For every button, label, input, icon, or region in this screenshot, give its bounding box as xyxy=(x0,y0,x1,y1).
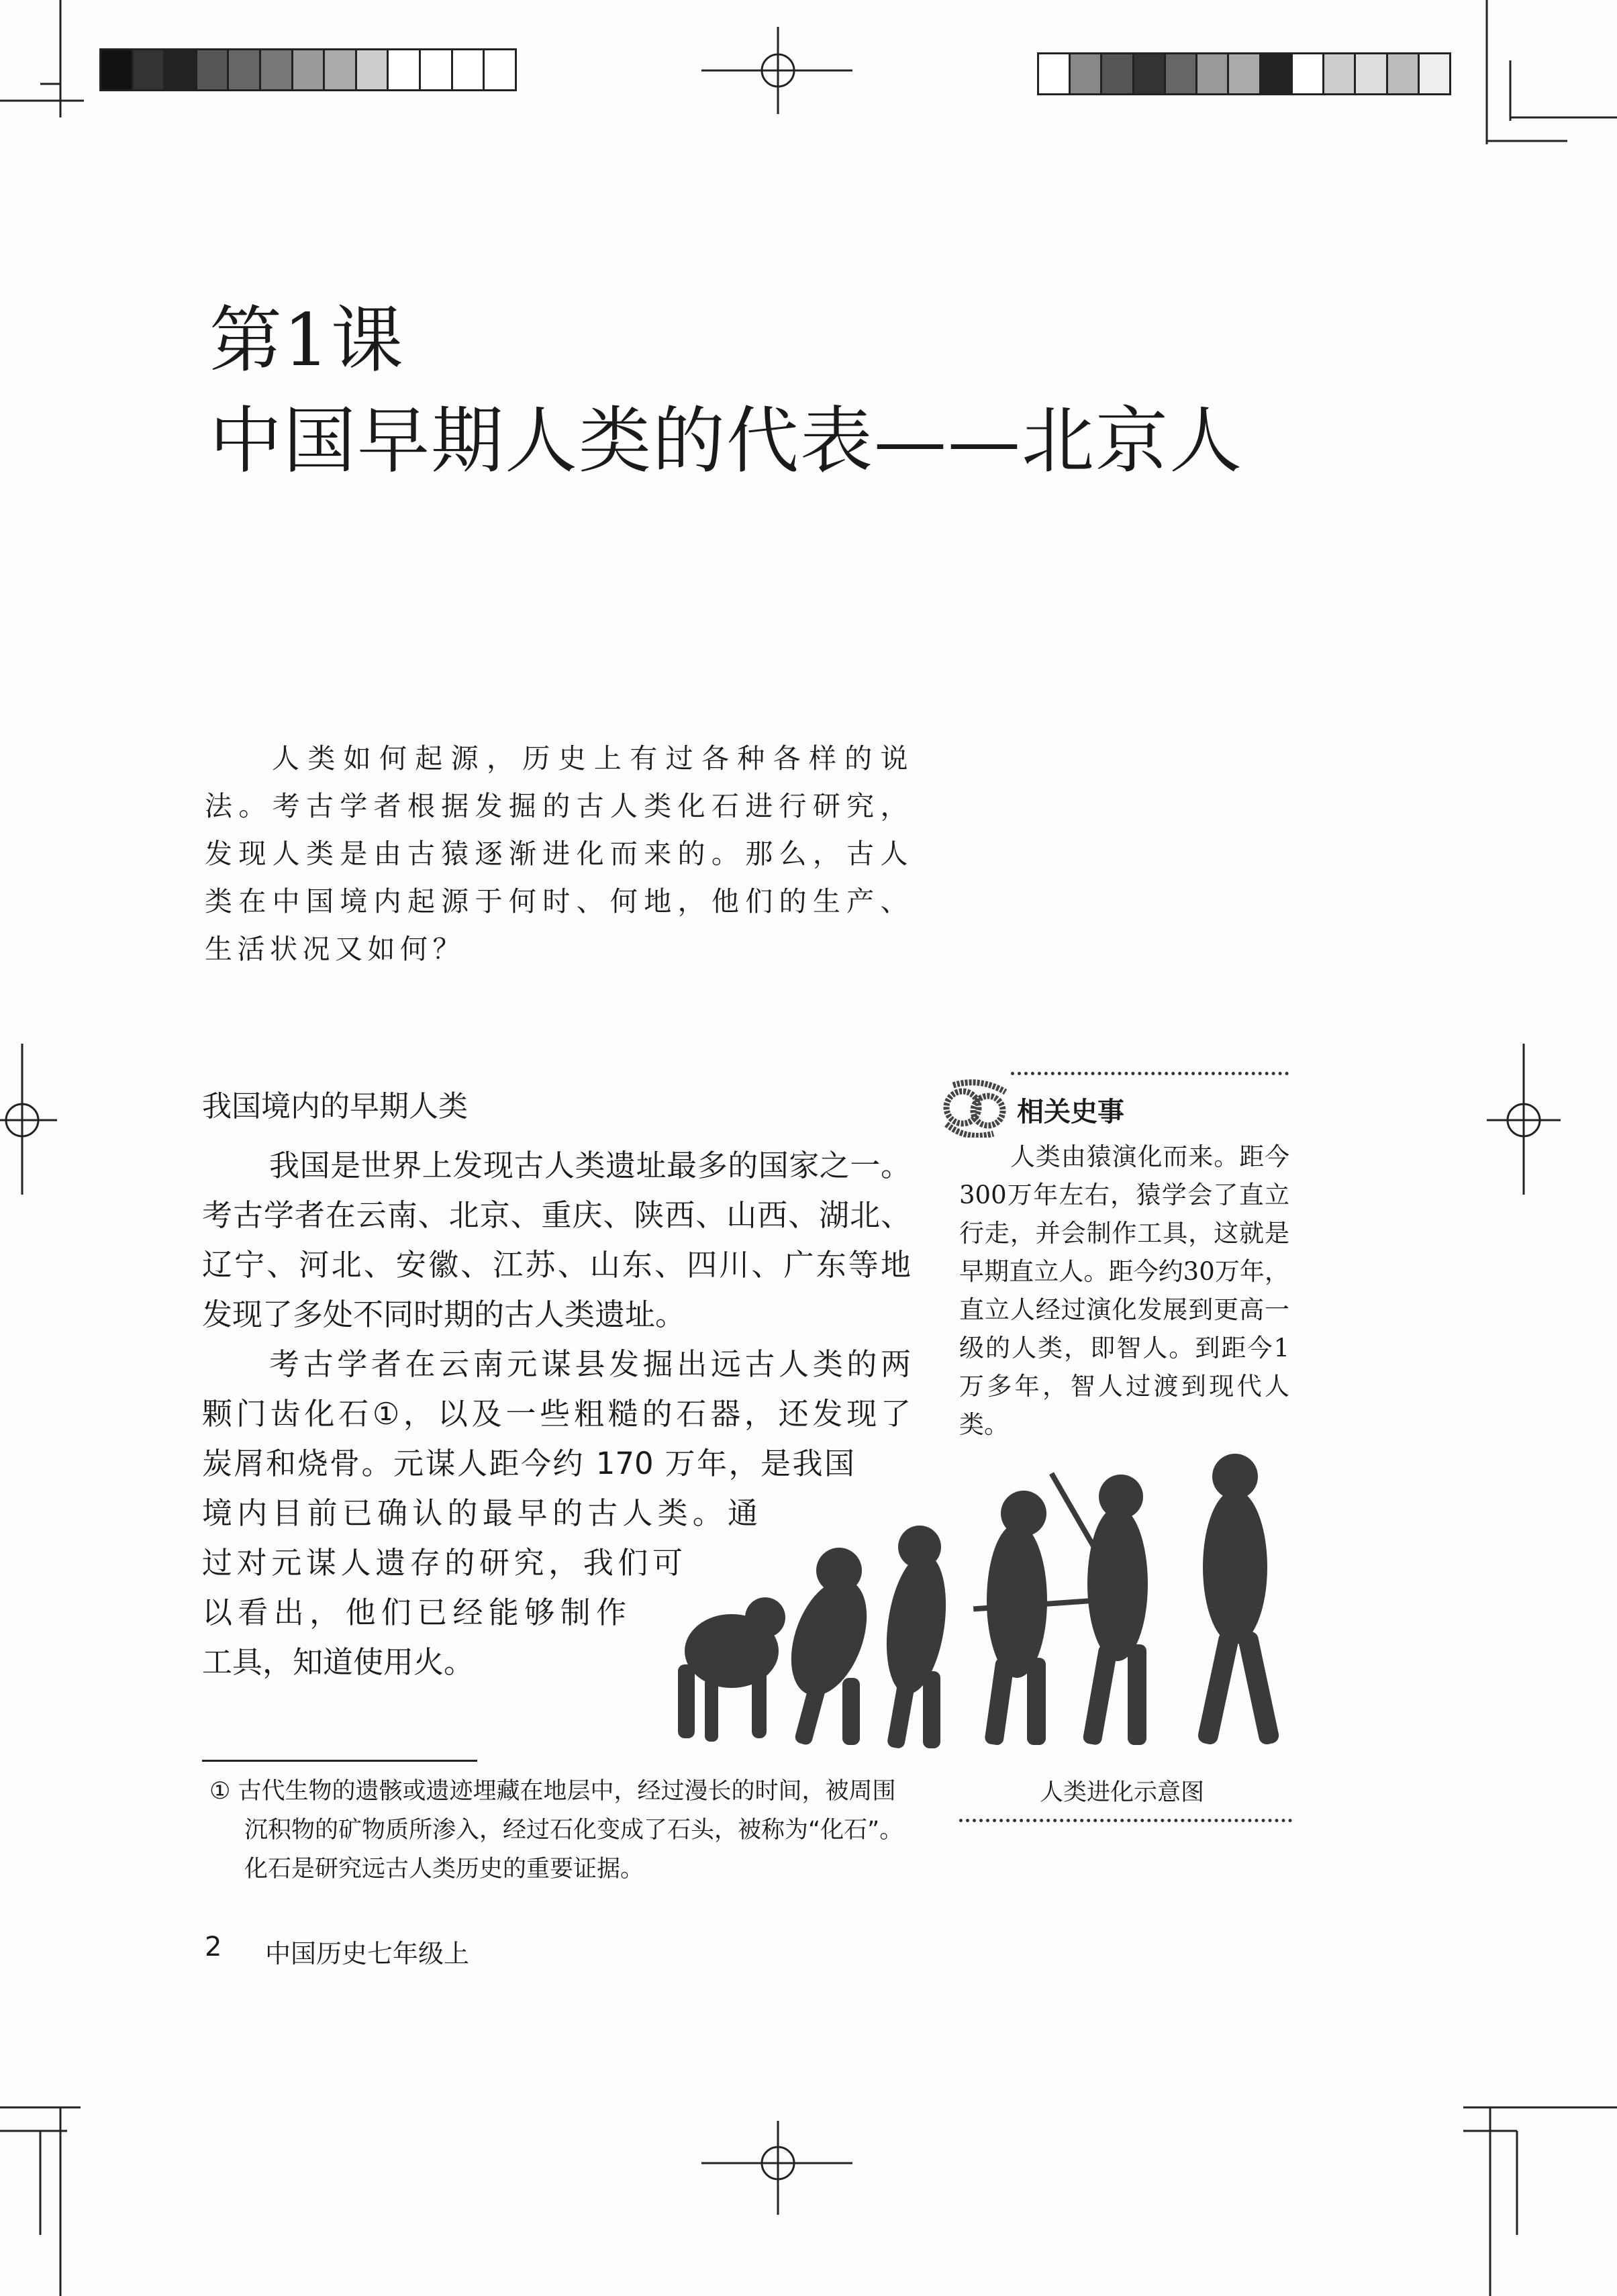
sidebar-title: 相关史事 xyxy=(1017,1097,1124,1128)
body-line: 颗门齿化石①，以及一些粗糙的石器，还发现了 xyxy=(202,1396,911,1432)
australopithecus-silhouette xyxy=(879,1526,954,1749)
body-line: 辽宁、河北、安徽、江苏、山东、四川、广东等地 xyxy=(202,1247,911,1283)
lesson-title: 中国早期人类的代表——北京人 xyxy=(209,399,1244,483)
early-hominid-silhouette xyxy=(777,1548,881,1746)
registration-crosshair-left xyxy=(0,1044,57,1195)
swirl-ornament-icon xyxy=(940,1077,1014,1138)
body-line: 炭屑和烧骨。元谋人距今约 170 万年，是我国 xyxy=(202,1446,854,1481)
sidebar-top-divider xyxy=(1011,1072,1289,1075)
book-title: 中国历史七年级上 xyxy=(265,1939,470,1968)
human-evolution-illustration xyxy=(658,1443,1329,1758)
lesson-intro xyxy=(205,735,913,973)
registration-crosshair-top xyxy=(701,27,852,114)
modern-human-silhouette xyxy=(1197,1454,1281,1746)
registration-crosshair-right xyxy=(1487,1044,1561,1195)
sidebar-bottom-divider xyxy=(959,1819,1292,1822)
footnote-rule xyxy=(202,1760,477,1762)
body-line: 过对元谋人遗存的研究，我们可 xyxy=(202,1545,683,1581)
body-line: 考古学者在云南元谋县发掘出远古人类的两 xyxy=(269,1346,911,1382)
body-line: 以看出，他们已经能够制作 xyxy=(202,1595,626,1630)
section-heading: 我国境内的早期人类 xyxy=(202,1089,468,1124)
sidebar-text xyxy=(959,1138,1289,1444)
archaic-human-silhouette xyxy=(1049,1472,1148,1746)
body-line: 发现了多处不同时期的古人类遗址。 xyxy=(202,1297,686,1332)
body-line: 考古学者在云南、北京、重庆、陕西、山西、湖北、 xyxy=(202,1197,911,1233)
ape-silhouette xyxy=(678,1597,785,1742)
sidebar-paragraph: 人类由猿演化而来。距今300万年左右，猿学会了直立行走，并会制作工具，这就是早期直立人。距今约30万年，直立人经过演化发展到更高一级的人类，即智人。到距今1万多年，智人过渡到现代人类。 xyxy=(959,1142,1289,1439)
lesson-number: 第1课 xyxy=(209,299,405,383)
footnote xyxy=(209,1772,914,1889)
body-line: 境内目前已确认的最早的古人类。通 xyxy=(202,1495,758,1531)
registration-crosshair-bottom xyxy=(701,2121,852,2215)
figure-caption: 人类进化示意图 xyxy=(1040,1779,1205,1806)
page-number: 2 xyxy=(205,1932,222,1962)
body-line: 我国是世界上发现古人类遗址最多的国家之一。 xyxy=(269,1148,911,1183)
footnote-text: ① 古代生物的遗骸或遗迹埋藏在地层中，经过漫长的时间，被周围沉积物的矿物质所渗入，经过石化变成了石头，被称为“化石”。化石是研究远古人类历史的重要证据。 xyxy=(209,1778,903,1883)
intro-paragraph: 人类如何起源，历史上有过各种各样的说法。考古学者根据发掘的古人类化石进行研究，发现人类是由古猿逐渐进化而来的。那么，古人类在中国境内起源于何时、何地，他们的生产、生活状况又如何？ xyxy=(205,742,913,965)
body-line: 工具，知道使用火。 xyxy=(202,1644,475,1680)
